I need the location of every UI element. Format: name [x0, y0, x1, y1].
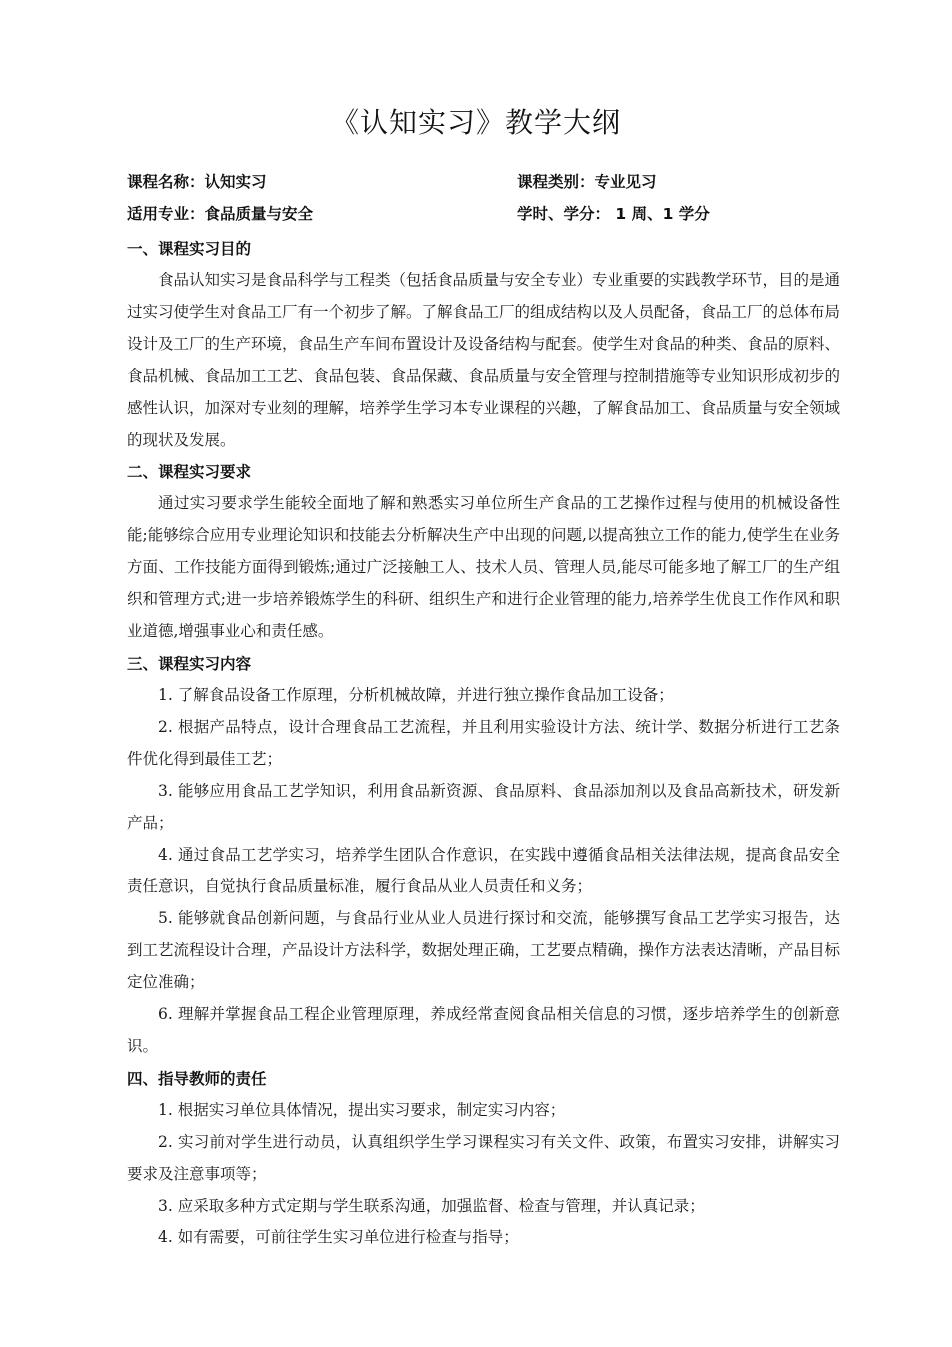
document-body: [127, 233, 840, 1254]
section-heading: 一、课程实习目的: [127, 240, 252, 258]
section-content: [127, 648, 840, 1063]
list-item: 6. 理解并掌握食品工程企业管理原理，养成经常查阅食品相关信息的习惯，逐步培养学生的创新意识。: [127, 1005, 841, 1055]
hours-credits: 学时、学分： 1 周、1 学分: [517, 205, 710, 223]
list-item: 3. 能够应用食品工艺学知识，利用食品新资源、食品原料、食品添加剂以及食品高新技术，研发新产品；: [127, 781, 841, 832]
section-heading: 二、课程实习要求: [127, 463, 252, 482]
list-item: 1. 根据实习单位具体情况，提出实习要求，制定实习内容；: [158, 1100, 566, 1119]
section-requirements: [127, 456, 840, 648]
section-purpose: [127, 233, 840, 456]
list-item: 4. 通过食品工艺学实习，培养学生团队合作意识，在实践中遵循食品相关法律法规，提高食品安全责任意识，自觉执行食品质量标准，履行食品从业人员责任和义务；: [127, 845, 841, 896]
section-heading: 三、课程实习内容: [127, 654, 252, 673]
list-item: 1. 了解食品设备工作原理，分析机械故障，并进行独立操作食品加工设备；: [158, 685, 674, 704]
document-title: 《认知实习》教学大纲: [330, 106, 621, 139]
list-item: 2. 根据产品特点，设计合理食品工艺流程，并且利用实验设计方法、统计学、数据分析进行工艺条件优化得到最佳工艺；: [127, 717, 841, 768]
section-heading: 四、指导教师的责任: [127, 1069, 267, 1088]
applicable-major: 适用专业：食品质量与安全: [127, 205, 314, 223]
list-item: 4. 如有需要，可前往学生实习单位进行检查与指导；: [158, 1228, 519, 1247]
list-item: 2. 实习前对学生进行动员，认真组织学生学习课程实习有关文件、政策，布置实习安排，讲解实习要求及注意事项等；: [127, 1132, 841, 1183]
list-item: 3. 应采取多种方式定期与学生联系沟通，加强监督、检查与管理，并认真记录；: [158, 1196, 705, 1215]
course-type: 课程类别：专业见习: [517, 173, 657, 191]
paragraph: 食品认知实习是食品科学与工程类（包括食品质量与安全专业）专业重要的实践教学环节，目的是通过实习使学生对食品工厂有一个初步了解。了解食品工厂的组成结构以及人员配备，食品工厂的总体布局设计及工厂的生产环境，食品生产车间布置设计及设备结构与配套。使学生对食品的种类、食品的原料、食品机械、食品加工工艺、食品包装、食品保藏、食品质量与安全管理与控制措施等专业知识形成初步的感性认识，加深对专业刻的理解，培养学生学习本专业课程的兴趣，了解食品加工、食品质量与安全领域的现状及发展。: [127, 271, 841, 449]
course-name: 课程名称：认知实习: [127, 173, 267, 191]
section-teacher-duties: [127, 1063, 840, 1255]
list-item: 5. 能够就食品创新问题，与食品行业从业人员进行探讨和交流，能够撰写食品工艺学实习报告，达到工艺流程设计合理，产品设计方法科学，数据处理正确，工艺要点精确，操作方法表达清晰，产品目标定位准确；: [127, 909, 841, 992]
paragraph: 通过实习要求学生能较全面地了解和熟悉实习单位所生产食品的工艺操作过程与使用的机械设备性能;能够综合应用专业理论知识和技能去分析解决生产中出现的问题,以提高独立工作的能力,使学生在业务方面、工作技能方面得到锻炼;通过广泛接触工人、技术人员、管理人员,能尽可能多地了解工厂的生产组织和管理方式;进一步培养锻炼学生的科研、组织生产和进行企业管理的能力,培养学生优良工作作风和职业道德,增强事业心和责任感。: [127, 494, 840, 641]
